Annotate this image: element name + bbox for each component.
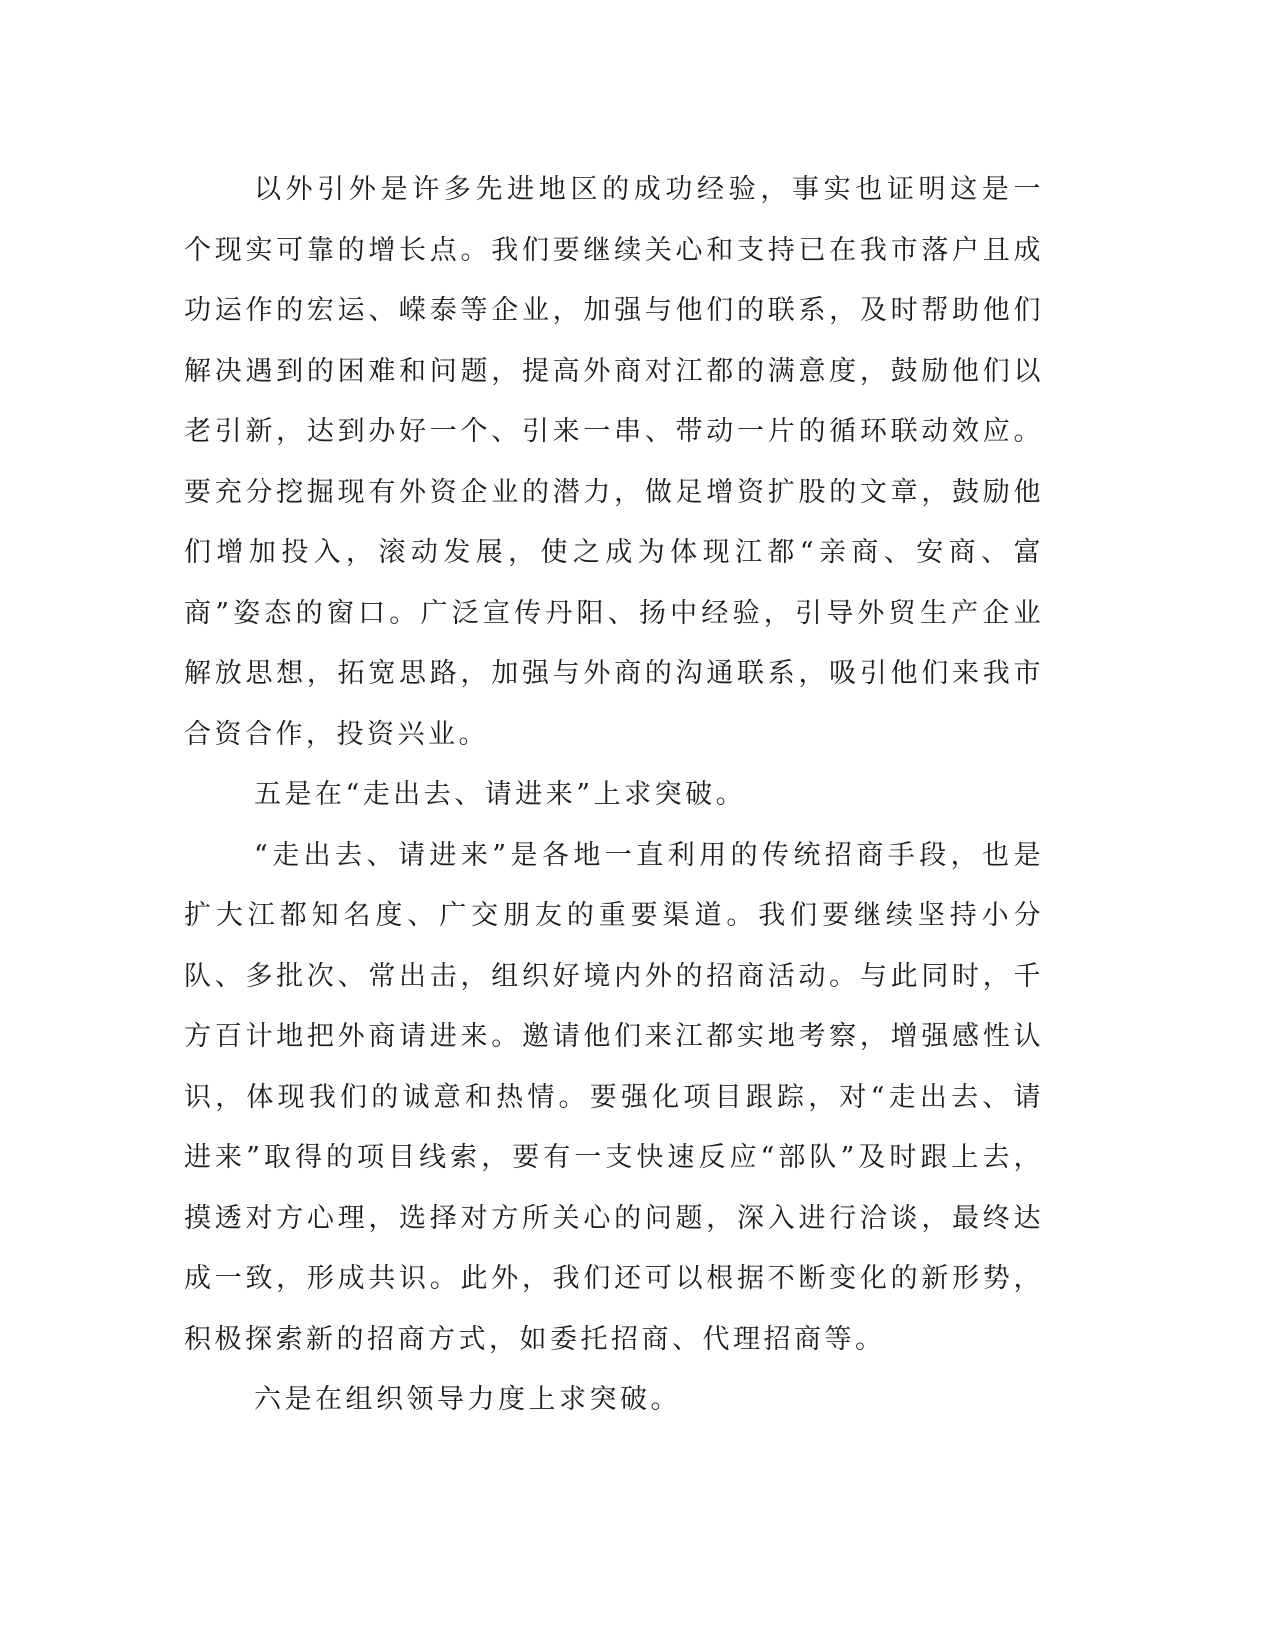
paragraph-foreign-investment: 以外引外是许多先进地区的成功经验，事实也证明这是一个现实可靠的增长点。我们要继续关心和支持已在我市落户且成功运作的宏运、嵘泰等企业，加强与他们的联系，及时帮助他们解决遇到的困难和问题，提高外商对江都的满意度，鼓励他们以老引新，达到办好一个、引来一串、带动一片的循环联动效应。要充分挖掘现有外资企业的潜力，做足增资扩股的文章，鼓励他们增加投入，滚动发展，使之成为体现江都“亲商、安商、富商”姿态的窗口。广泛宣传丹阳、扬中经验，引导外贸生产企业解放思想，拓宽思路，加强与外商的沟通联系，吸引他们来我市合资合作，投资兴业。 [184, 174, 1044, 750]
paragraph-go-out-invite-in: “走出去、请进来”是各地一直利用的传统招商手段，也是扩大江都知名度、广交朋友的重要渠道。我们要继续坚持小分队、多批次、常出击，组织好境内外的招商活动。与此同时，千方百计地把外商请进来。邀请他们来江都实地考察，增强感性认识，体现我们的诚意和热情。要强化项目跟踪，对“走出去、请进来”取得的项目线索，要有一支快速反应“部队”及时跟上去，摸透对方心理，选择对方所关心的问题，深入进行洽谈，最终达成一致，形成共识。此外，我们还可以根据不断变化的新形势，积极探索新的招商方式，如委托招商、代理招商等。 [184, 839, 1044, 1355]
heading-organizational-leadership: 六是在组织领导力度上求突破。 [254, 1384, 681, 1415]
body-text [184, 160, 1044, 1431]
heading-go-out-invite-in: 五是在“走出去、请进来”上求突破。 [254, 779, 747, 810]
